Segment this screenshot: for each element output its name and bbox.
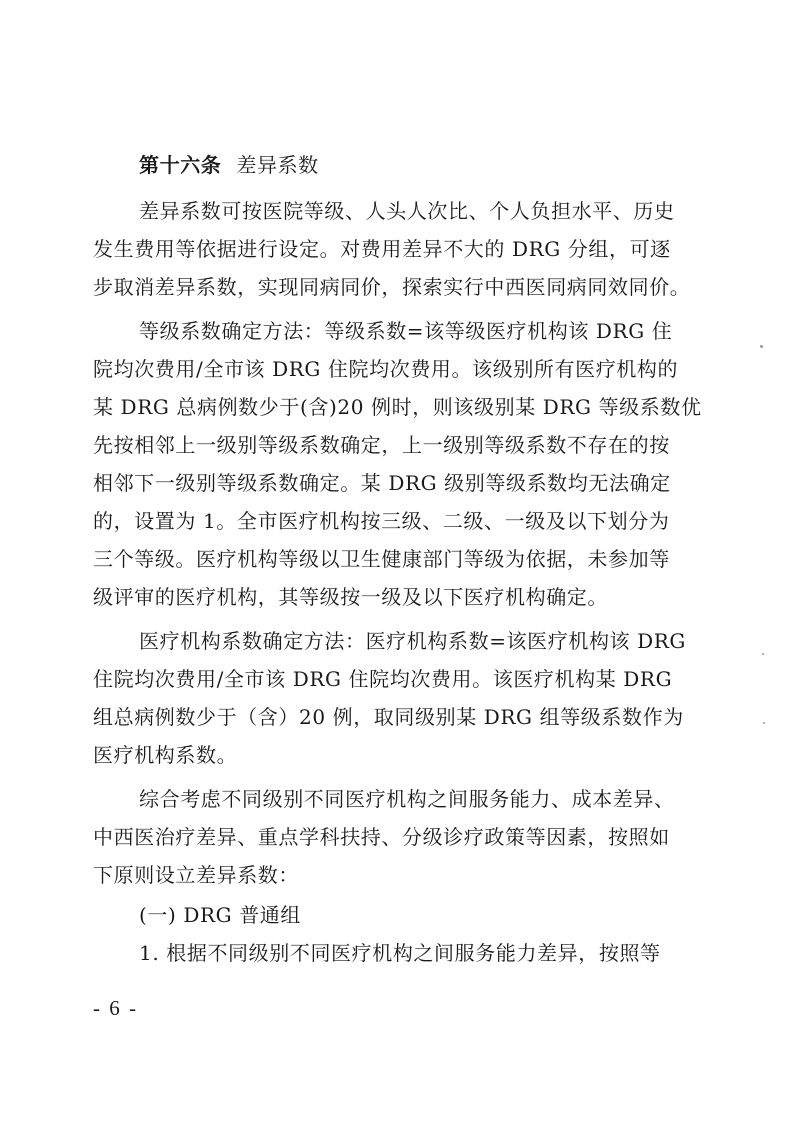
paragraph-line: 发生费用等依据进行设定。对费用差异不大的 DRG 分组，可逐 — [93, 237, 671, 261]
paragraph-line: 住院均次费用/全市该 DRG 住院均次费用。该医疗机构某 DRG — [93, 667, 673, 691]
paragraph-line: 1. 根据不同级别不同医疗机构之间服务能力差异，按照等 — [139, 941, 661, 965]
paragraph-line: 院均次费用/全市该 DRG 住院均次费用。该级别所有医疗机构的 — [93, 357, 679, 381]
paragraph-line: 差异系数可按医院等级、人头人次比、个人负担水平、历史 — [139, 199, 675, 223]
page-number: - 6 - — [93, 996, 138, 1020]
paragraph-line: 等级系数确定方法：等级系数=该等级医疗机构该 DRG 住 — [139, 319, 673, 343]
paragraph-line: 步取消差异系数，实现同病同价，探索实行中西医同病同效同价。 — [93, 275, 691, 299]
article-heading — [139, 152, 319, 178]
scan-speck — [763, 722, 765, 724]
paragraph-line: 中西医治疗差异、重点学科扶持、分级诊疗政策等因素，按照如 — [93, 825, 670, 849]
article-title: 差异系数 — [236, 153, 319, 177]
paragraph-line: 下原则设立差异系数： — [93, 863, 299, 887]
paragraph-line: 级评审的医疗机构，其等级按一级及以下医疗机构确定。 — [93, 585, 608, 609]
article-number: 第十六条 — [139, 153, 222, 177]
scan-speck — [762, 653, 764, 655]
scan-speck — [760, 345, 763, 348]
subsection-heading: (一) DRG 普通组 — [139, 903, 301, 927]
paragraph-line: 综合考虑不同级别不同医疗机构之间服务能力、成本差异、 — [139, 787, 675, 811]
paragraph-line: 先按相邻上一级别等级系数确定，上一级别等级系数不存在的按 — [93, 433, 670, 457]
paragraph-line: 医疗机构系数。 — [93, 743, 238, 767]
paragraph-line: 的，设置为 1。全市医疗机构按三级、二级、一级及以下划分为 — [93, 509, 670, 533]
paragraph-line: 某 DRG 总病例数少于(含)20 例时，则该级别某 DRG 等级系数优 — [93, 395, 702, 419]
paragraph-line: 三个等级。医疗机构等级以卫生健康部门等级为依据，未参加等 — [93, 547, 670, 571]
paragraph-line: 医疗机构系数确定方法：医疗机构系数=该医疗机构该 DRG — [139, 629, 686, 653]
paragraph-line: 组总病例数少于（含）20 例，取同级别某 DRG 组等级系数作为 — [93, 705, 684, 729]
paragraph-line: 相邻下一级别等级系数确定。某 DRG 级别等级系数均无法确定 — [93, 471, 671, 495]
